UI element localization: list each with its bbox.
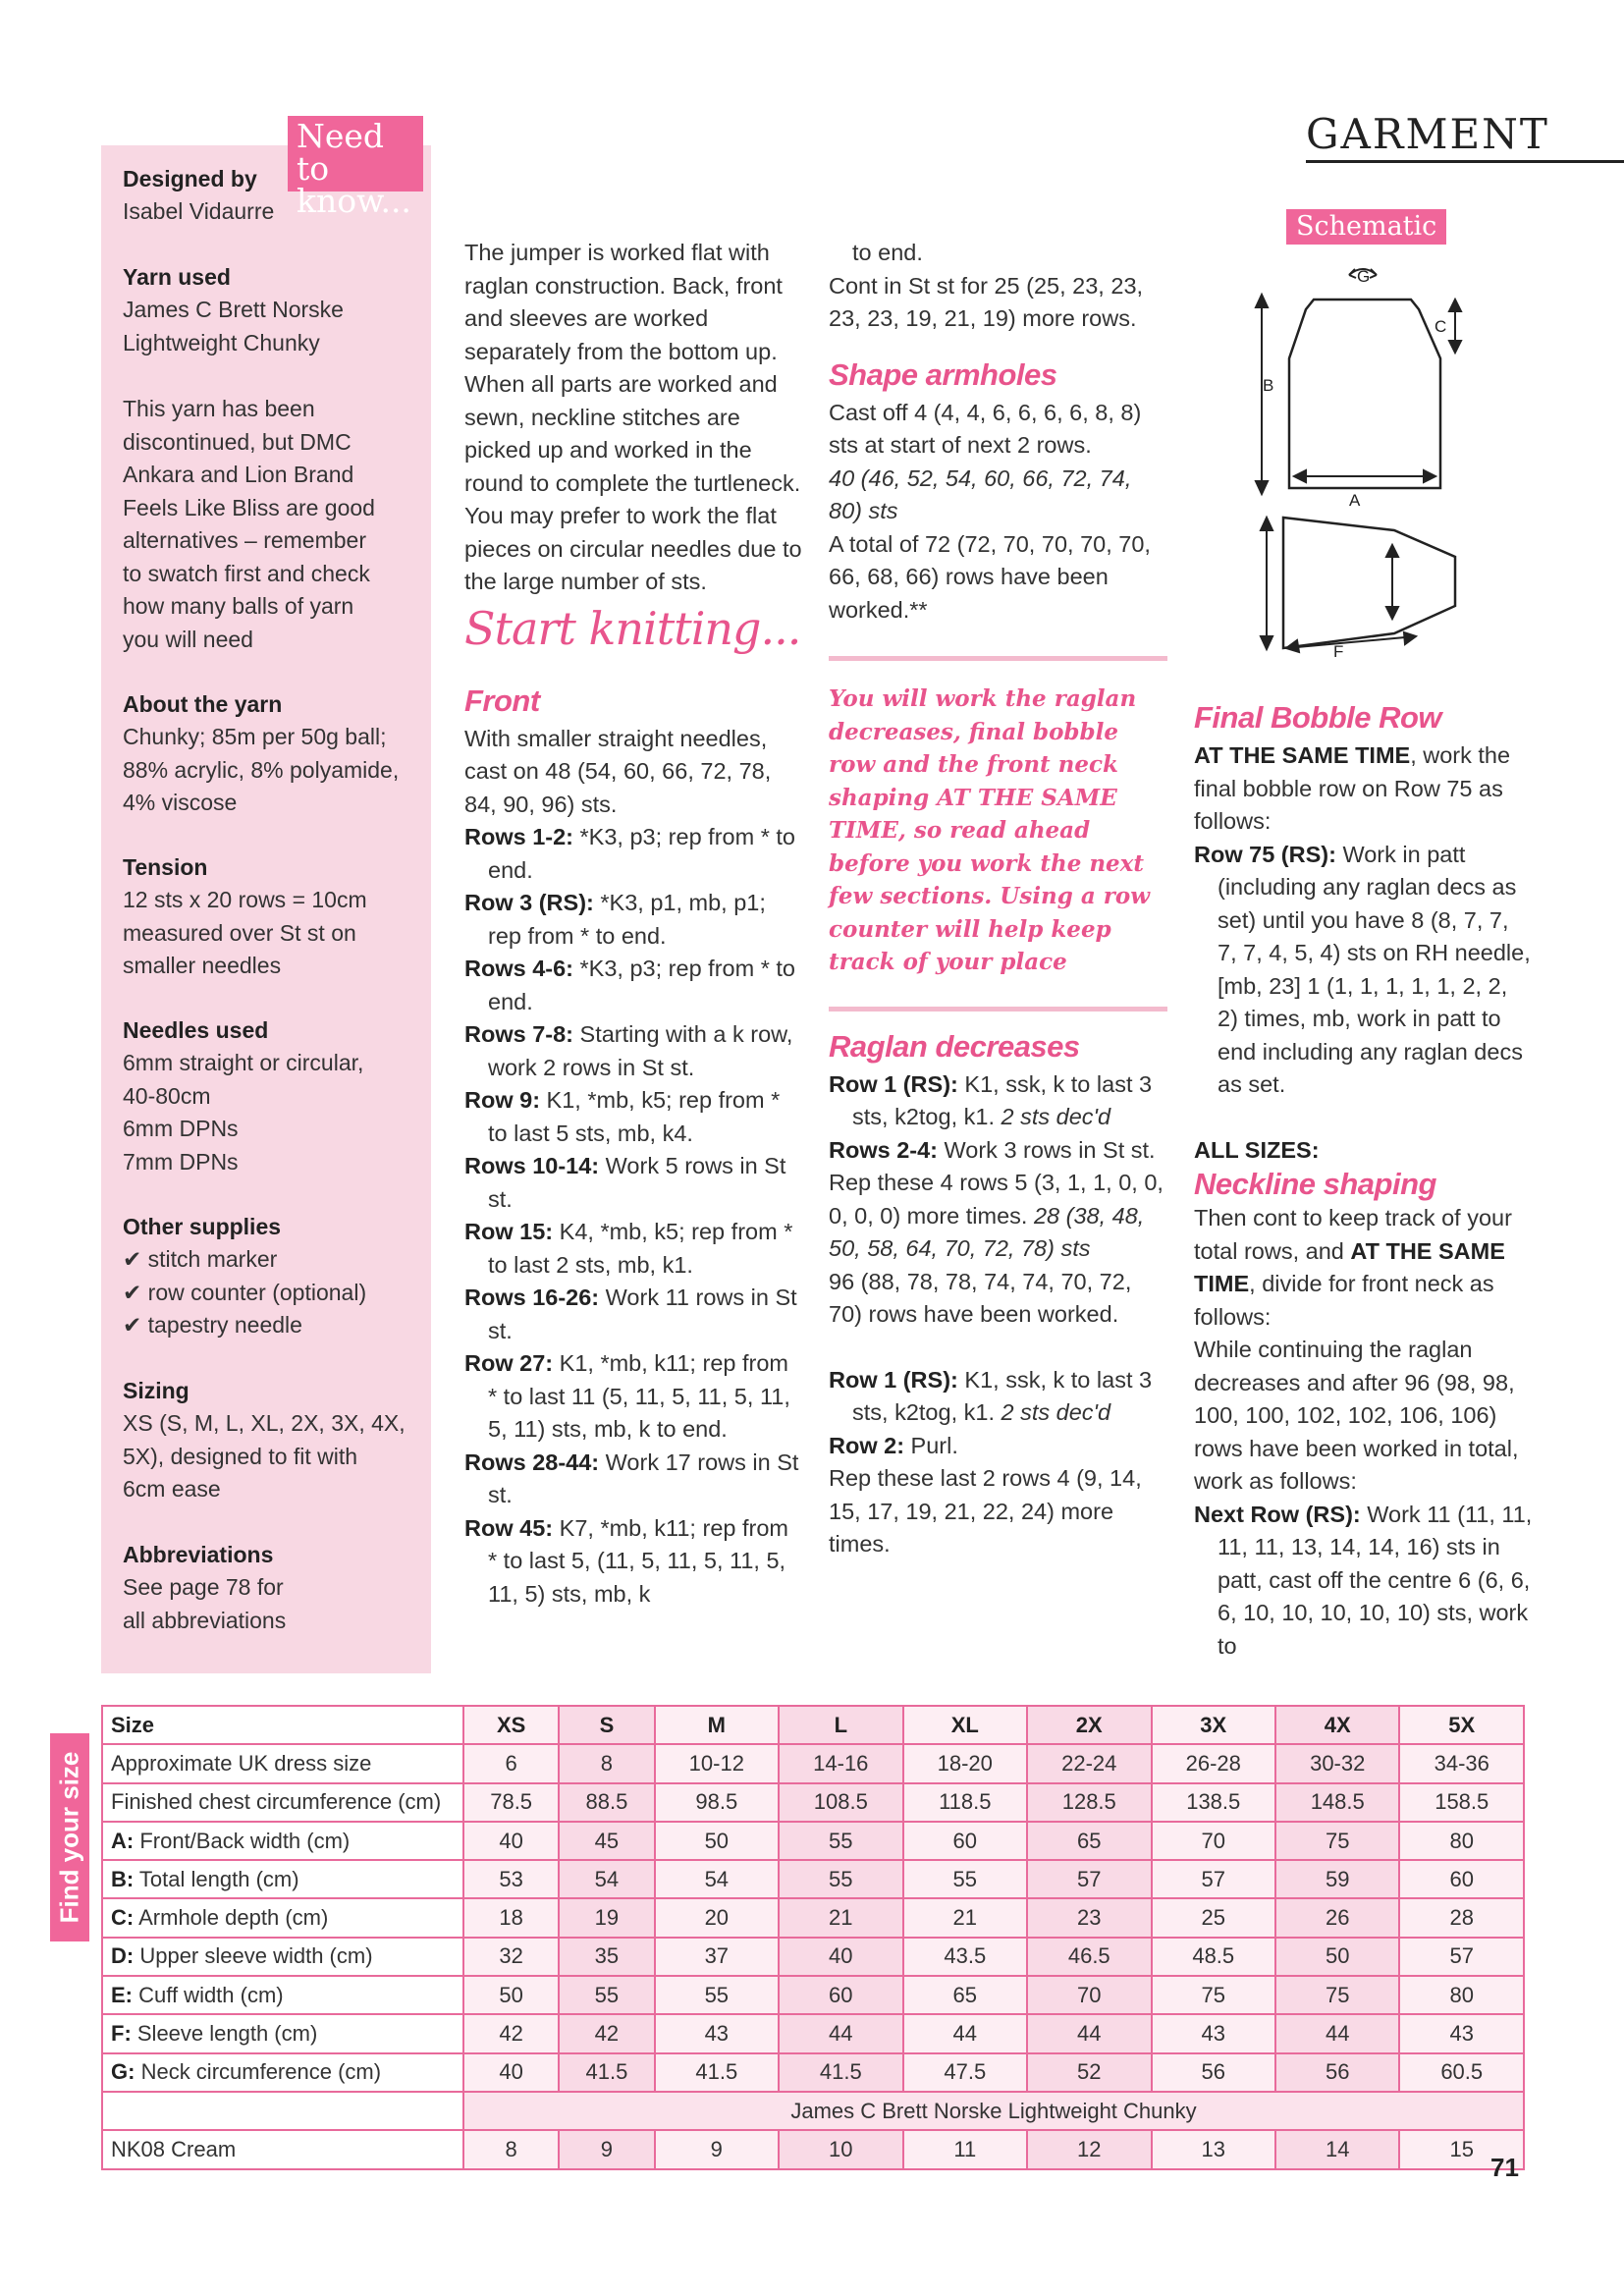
- measurement-cell: 55: [655, 1976, 779, 2014]
- measurement-cell: 46.5: [1027, 1938, 1151, 1976]
- colour-cell: 8: [463, 2130, 559, 2168]
- measurement-row: [102, 1938, 1524, 1976]
- measurement-cell: 88.5: [559, 1783, 654, 1822]
- measurement-cell: 43: [655, 2014, 779, 2052]
- bobble-heading: Final Bobble Row: [1194, 700, 1442, 735]
- raglan-repeat: Rep these 4 rows 5 (3, 1, 1, 0, 0, 0, 0, 0) more times. 28 (38, 48, 50, 58, 64, 70, 72, 78) sts: [829, 1170, 1164, 1261]
- size-header-cell: 5X: [1399, 1706, 1524, 1744]
- measurement-cell: 14-16: [779, 1744, 902, 1782]
- measurement-cell: 65: [903, 1976, 1027, 2014]
- measurement-cell: 8: [559, 1744, 654, 1782]
- measurement-cell: 41.5: [559, 2053, 654, 2092]
- measurement-cell: 50: [463, 1976, 559, 2014]
- measurement-row: [102, 1898, 1524, 1937]
- front-heading: Front: [464, 683, 540, 718]
- callout-rule-top: [829, 656, 1167, 661]
- dim-label-f: F: [1333, 642, 1344, 661]
- measurement-cell: 56: [1275, 2053, 1399, 2092]
- row-instruction: Rows 1-2: *K3, p3; rep from * to end.: [464, 824, 795, 883]
- instructions-column-1: [464, 237, 803, 1611]
- measurement-cell: 48.5: [1152, 1938, 1275, 1976]
- measurement-cell: 70: [1152, 1822, 1275, 1860]
- measurement-cell: 54: [559, 1860, 654, 1898]
- measurement-row: [102, 1822, 1524, 1860]
- measurement-rows: [102, 1744, 1524, 2092]
- section-title: GARMENT: [1306, 110, 1549, 158]
- measurement-cell: 28: [1399, 1898, 1524, 1937]
- size-header-cell: L: [779, 1706, 902, 1744]
- raglan-heading: Raglan decreases: [829, 1028, 1080, 1064]
- measurement-cell: 55: [779, 1822, 902, 1860]
- armholes-stitch-count: 40 (46, 52, 54, 60, 66, 72, 74, 80) sts: [829, 465, 1132, 523]
- need-to-know-tag: Need to know...: [288, 116, 423, 191]
- row-instruction: Row 45: K7, *mb, k11; rep from * to last 5, (11, 5, 11, 5, 11, 5, 11, 5) sts, mb, k: [464, 1514, 788, 1607]
- measurement-cell: 75: [1275, 1976, 1399, 2014]
- instructions-column-2: [829, 237, 1167, 1561]
- page-number: 71: [1490, 2153, 1519, 2182]
- measurement-cell: 44: [1027, 2014, 1151, 2052]
- measurement-label: D: Upper sleeve width (cm): [102, 1938, 463, 1976]
- designer-name: Isabel Vidaurre: [123, 198, 275, 224]
- colour-cell: 9: [655, 2130, 779, 2168]
- measurement-cell: 57: [1027, 1860, 1151, 1898]
- abbreviations-label: Abbreviations: [123, 1542, 274, 1567]
- measurement-cell: 47.5: [903, 2053, 1027, 2092]
- needles-label: Needles used: [123, 1017, 269, 1043]
- intro-paragraph: The jumper is worked flat with raglan construction. Back, front and sleeves are worked separately from the bottom up. When all parts are worked and sewn, neckline stitches are picked up and worked in the round to complete the turtleneck. You may prefer to work the flat pieces on circular needles due to the large number of sts.: [464, 240, 802, 594]
- row-instruction: Rows 16-26: Work 11 rows in St st.: [464, 1285, 797, 1343]
- colour-cell: 9: [559, 2130, 654, 2168]
- sizing-block: [123, 1374, 422, 1506]
- measurement-cell: 41.5: [779, 2053, 902, 2092]
- measurement-cell: 26-28: [1152, 1744, 1275, 1782]
- measurement-cell: 56: [1152, 2053, 1275, 2092]
- section-rule: [1306, 160, 1624, 163]
- colour-cell: 15: [1399, 2130, 1524, 2168]
- row-instruction: Rows 10-14: Work 5 rows in St st.: [464, 1153, 786, 1212]
- instructions-column-3: [1194, 696, 1533, 1663]
- tension-label: Tension: [123, 854, 208, 880]
- size-header-cell: 2X: [1027, 1706, 1151, 1744]
- measurement-cell: 148.5: [1275, 1783, 1399, 1822]
- measurement-cell: 21: [903, 1898, 1027, 1937]
- sizing-text: XS (S, M, L, XL, 2X, 3X, 4X, 5X), designed to fit with 6cm ease: [123, 1410, 406, 1502]
- measurement-label: B: Total length (cm): [102, 1860, 463, 1898]
- row-instruction: Rows 28-44: Work 17 rows in St st.: [464, 1449, 799, 1507]
- size-header-cell: M: [655, 1706, 779, 1744]
- measurement-cell: 54: [655, 1860, 779, 1898]
- measurement-cell: 75: [1275, 1822, 1399, 1860]
- colour-label: NK08 Cream: [102, 2130, 463, 2168]
- measurement-cell: 60: [1399, 1860, 1524, 1898]
- measurement-label: Finished chest circumference (cm): [102, 1783, 463, 1822]
- measurement-cell: 40: [463, 1822, 559, 1860]
- dim-label-b: B: [1263, 376, 1274, 395]
- size-header-cell: S: [559, 1706, 654, 1744]
- measurement-cell: 55: [903, 1860, 1027, 1898]
- tension-block: [123, 850, 422, 983]
- colour-cell: 10: [779, 2130, 902, 2168]
- measurement-cell: 22-24: [1027, 1744, 1151, 1782]
- row-instruction: Row 3 (RS): *K3, p1, mb, p1; rep from * to end.: [464, 890, 766, 949]
- dim-label-c: C: [1435, 317, 1447, 336]
- measurement-label: Approximate UK dress size: [102, 1744, 463, 1782]
- measurement-cell: 23: [1027, 1898, 1151, 1937]
- measurement-cell: 35: [559, 1938, 654, 1976]
- measurement-cell: 75: [1152, 1976, 1275, 2014]
- start-knitting-heading: Start knitting...: [464, 601, 801, 655]
- front-intro: With smaller straight needles, cast on 48 (54, 60, 66, 72, 78, 84, 90, 96) sts.: [464, 725, 772, 817]
- dim-label-g: G: [1357, 267, 1371, 286]
- yarn-row-label: James C Brett Norske Lightweight Chunky: [463, 2092, 1524, 2130]
- measurement-cell: 44: [779, 2014, 902, 2052]
- yarn-name: James C Brett Norske Lightweight Chunky: [123, 297, 344, 355]
- measurement-label: E: Cuff width (cm): [102, 1976, 463, 2014]
- abbreviations-block: [123, 1538, 422, 1637]
- measurement-cell: 40: [463, 2053, 559, 2092]
- all-sizes-label: ALL SIZES:: [1194, 1136, 1320, 1163]
- measurement-cell: 6: [463, 1744, 559, 1782]
- measurement-cell: 80: [1399, 1822, 1524, 1860]
- size-header-cell: 4X: [1275, 1706, 1399, 1744]
- measurement-cell: 18-20: [903, 1744, 1027, 1782]
- next-row-instruction: Next Row (RS): Work 11 (11, 11, 11, 11, 13, 14, 14, 16) sts in patt, cast off the centre 6 (6, 6, 6, 10, 10, 10, 10, 10) sts, work to: [1194, 1501, 1533, 1659]
- measurement-cell: 60: [779, 1976, 902, 2014]
- measurement-label: F: Sleeve length (cm): [102, 2014, 463, 2052]
- neckline-intro: Then cont to keep track of your total rows, and AT THE SAME TIME, divide for front neck as follows:: [1194, 1205, 1512, 1330]
- measurement-cell: 80: [1399, 1976, 1524, 2014]
- size-header-cell: XL: [903, 1706, 1027, 1744]
- measurement-cell: 43.5: [903, 1938, 1027, 1976]
- needles-block: [123, 1013, 422, 1178]
- measurement-cell: 44: [1275, 2014, 1399, 2052]
- measurement-cell: 60.5: [1399, 2053, 1524, 2092]
- colour-cell: 13: [1152, 2130, 1275, 2168]
- colour-cell: 11: [903, 2130, 1027, 2168]
- row-instruction: Rows 7-8: Starting with a k row, work 2 rows in St st.: [464, 1021, 793, 1080]
- measurement-cell: 21: [779, 1898, 902, 1937]
- dim-label-a: A: [1349, 491, 1361, 510]
- measurement-label: C: Armhole depth (cm): [102, 1898, 463, 1937]
- measurement-cell: 26: [1275, 1898, 1399, 1937]
- measurement-cell: 158.5: [1399, 1783, 1524, 1822]
- yarn-block: [123, 260, 422, 359]
- size-header-row: [102, 1706, 1524, 1744]
- measurement-cell: 138.5: [1152, 1783, 1275, 1822]
- row-instruction: Row 15: K4, *mb, k5; rep from * to last 2 sts, mb, k1.: [464, 1219, 793, 1278]
- measurement-cell: 55: [559, 1976, 654, 2014]
- measurement-row: [102, 1783, 1524, 1822]
- about-yarn-block: [123, 687, 422, 820]
- raglan-rows-2-4: Rows 2-4: Work 3 rows in St st.: [829, 1136, 1156, 1163]
- measurement-cell: 60: [903, 1822, 1027, 1860]
- measurement-cell: 65: [1027, 1822, 1151, 1860]
- measurement-cell: 57: [1399, 1938, 1524, 1976]
- measurement-cell: 45: [559, 1822, 654, 1860]
- measurement-cell: 59: [1275, 1860, 1399, 1898]
- yarn-name-row: [102, 2092, 1524, 2130]
- sleeve-outline: [1283, 518, 1455, 648]
- raglan-repeat-2: Rep these last 2 rows 4 (9, 14, 15, 17, 19, 21, 22, 24) more times.: [829, 1465, 1142, 1557]
- measurement-row: [102, 1860, 1524, 1898]
- needles-text: 6mm straight or circular, 40-80cm 6mm DPNs 7mm DPNs: [123, 1050, 364, 1175]
- colour-cell: 12: [1027, 2130, 1151, 2168]
- garment-schematic: [1247, 260, 1483, 663]
- measurement-cell: 20: [655, 1898, 779, 1937]
- raglan-row-1: Row 1 (RS): K1, ssk, k to last 3 sts, k2tog, k1. 2 sts dec'd: [829, 1070, 1153, 1129]
- measurement-cell: 30-32: [1275, 1744, 1399, 1782]
- measurement-cell: 40: [779, 1938, 902, 1976]
- measurement-cell: 98.5: [655, 1783, 779, 1822]
- schematic-label: Schematic: [1286, 209, 1446, 245]
- measurement-cell: 34-36: [1399, 1744, 1524, 1782]
- abbreviations-text: See page 78 for all abbreviations: [123, 1574, 287, 1633]
- measurement-cell: 128.5: [1027, 1783, 1151, 1822]
- measurement-cell: 50: [655, 1822, 779, 1860]
- measurement-row: [102, 2053, 1524, 2092]
- measurement-cell: 108.5: [779, 1783, 902, 1822]
- measurement-cell: 70: [1027, 1976, 1151, 2014]
- measurement-cell: 42: [559, 2014, 654, 2052]
- tension-text: 12 sts x 20 rows = 10cm measured over St st on smaller needles: [123, 887, 367, 978]
- colour-cell: 14: [1275, 2130, 1399, 2168]
- about-yarn-text: Chunky; 85m per 50g ball; 88% acrylic, 8% polyamide, 4% viscose: [123, 724, 400, 815]
- supplies-label: Other supplies: [123, 1214, 282, 1239]
- armholes-text: Cast off 4 (4, 4, 6, 6, 6, 6, 8, 8) sts at start of next 2 rows.: [829, 399, 1142, 458]
- yarn-note: This yarn has been discontinued, but DMC Ankara and Lion Brand Feels Like Bliss are good alternatives – remember to swatch first and check how many balls of yarn you will need: [123, 396, 375, 652]
- measurement-row: [102, 1744, 1524, 1782]
- yarn-note-block: [123, 393, 422, 656]
- measurement-label: G: Neck circumference (cm): [102, 2053, 463, 2092]
- colour-row: [102, 2130, 1524, 2168]
- row-75-instruction: Row 75 (RS): Work in patt (including any raglan decs as set) until you have 8 (8, 7, 7, 7, 7, 4, 5, 4) sts on RH needle, [mb, 23] 1 (1, 1, 1, 1, 1, 2, 2, 2) times, mb, work in patt to end including any raglan decs as set.: [1194, 841, 1531, 1097]
- bobble-intro: AT THE SAME TIME, work the final bobble row on Row 75 as follows:: [1194, 742, 1511, 834]
- measurement-cell: 55: [779, 1860, 902, 1898]
- armholes-total: A total of 72 (72, 70, 70, 70, 70, 66, 68, 66) rows have been worked.**: [829, 530, 1151, 623]
- measurement-cell: 25: [1152, 1898, 1275, 1937]
- row-instruction: Row 9: K1, *mb, k5; rep from * to last 5 sts, mb, k4.: [464, 1087, 781, 1146]
- measurement-cell: 32: [463, 1938, 559, 1976]
- measurement-cell: 118.5: [903, 1783, 1027, 1822]
- yarn-row-empty: [102, 2092, 463, 2130]
- neckline-heading: Neckline shaping: [1194, 1167, 1436, 1201]
- measurement-cell: 52: [1027, 2053, 1151, 2092]
- measurement-cell: 41.5: [655, 2053, 779, 2092]
- size-header-cell: XS: [463, 1706, 559, 1744]
- about-yarn-label: About the yarn: [123, 691, 283, 717]
- body-arrows: [1256, 269, 1461, 494]
- measurement-cell: 42: [463, 2014, 559, 2052]
- measurement-cell: 53: [463, 1860, 559, 1898]
- measurement-cell: 19: [559, 1898, 654, 1937]
- raglan-row-1-second: Row 1 (RS): K1, ssk, k to last 3 sts, k2tog, k1. 2 sts dec'd: [829, 1366, 1153, 1425]
- callout-note: You will work the raglan decreases, final bobble row and the front neck shaping AT THE SAME TIME, so read ahead before you work the next few sections. Using a row counter will help keep track of your place: [829, 685, 1151, 975]
- measurement-label: A: Front/Back width (cm): [102, 1822, 463, 1860]
- measurement-cell: 57: [1152, 1860, 1275, 1898]
- size-table: [101, 1705, 1525, 2170]
- measurement-cell: 43: [1152, 2014, 1275, 2052]
- measurement-cell: 10-12: [655, 1744, 779, 1782]
- armholes-heading: Shape armholes: [829, 356, 1057, 392]
- supplies-text: ✔ stitch marker ✔ row counter (optional) ✔ tapestry needle: [123, 1246, 367, 1338]
- designed-by-block: [123, 162, 422, 229]
- supplies-block: [123, 1210, 422, 1342]
- row-instruction: Rows 4-6: *K3, p3; rep from * to end.: [464, 956, 795, 1014]
- size-header-label: Size: [102, 1706, 463, 1744]
- continuation-text: to end.: [852, 240, 923, 265]
- front-rows: [464, 821, 803, 1611]
- measurement-row: [102, 1976, 1524, 2014]
- measurement-cell: 50: [1275, 1938, 1399, 1976]
- cont-st-paragraph: Cont in St st for 25 (25, 23, 23, 23, 23, 19, 21, 19) more rows.: [829, 272, 1144, 331]
- neckline-detail: While continuing the raglan decreases and after 96 (98, 98, 100, 100, 102, 102, 106, 106) rows have been worked in total, work as follows:: [1194, 1337, 1519, 1494]
- raglan-row-2: Row 2: Purl.: [829, 1432, 958, 1458]
- callout-rule-bottom: [829, 1007, 1167, 1011]
- measurement-row: [102, 2014, 1524, 2052]
- find-your-size-tab: [50, 1733, 89, 1941]
- measurement-cell: 37: [655, 1938, 779, 1976]
- measurement-cell: 18: [463, 1898, 559, 1937]
- measurement-cell: 43: [1399, 2014, 1524, 2052]
- measurement-cell: 78.5: [463, 1783, 559, 1822]
- raglan-rows-worked: 96 (88, 78, 78, 74, 74, 70, 72, 70) rows have been worked.: [829, 1268, 1132, 1327]
- size-header-cell: 3X: [1152, 1706, 1275, 1744]
- find-your-size-label: Find your size: [54, 1751, 84, 1924]
- designed-by-label: Designed by: [123, 166, 257, 191]
- row-instruction: Row 27: K1, *mb, k11; rep from * to last 11 (5, 11, 5, 11, 5, 11, 5, 11) sts, mb, k to end.: [464, 1350, 790, 1442]
- measurement-cell: 44: [903, 2014, 1027, 2052]
- yarn-label: Yarn used: [123, 264, 231, 290]
- sizing-label: Sizing: [123, 1378, 189, 1403]
- body-outline: [1289, 300, 1440, 488]
